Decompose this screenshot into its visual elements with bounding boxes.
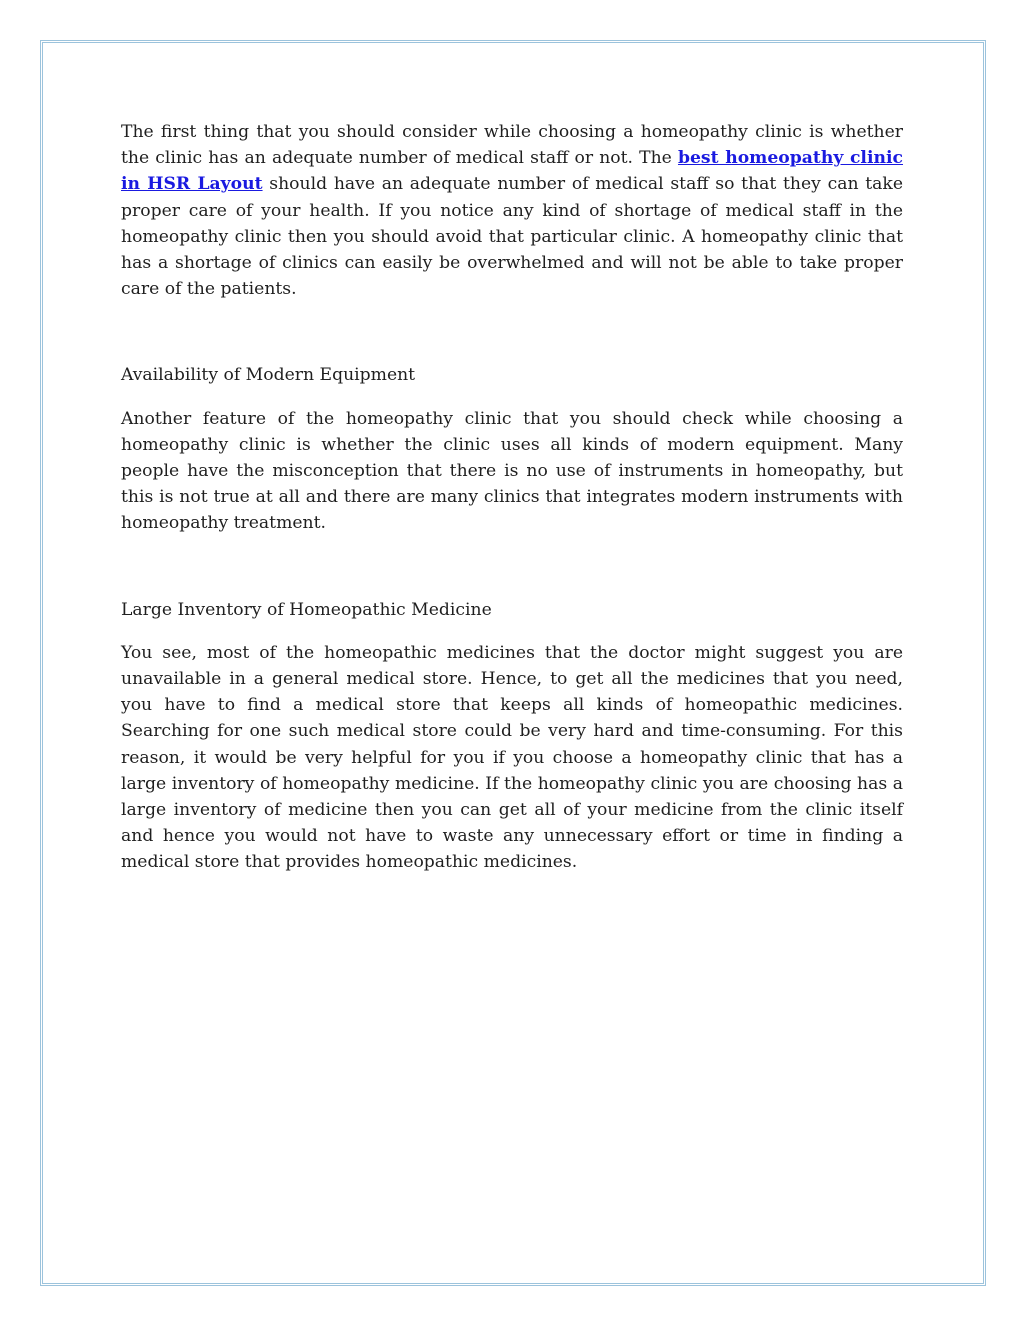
homeopathy-clinic-link[interactable]: best homeopathy clinic in HSR Layout xyxy=(121,148,903,195)
section-heading-inventory: Large Inventory of Homeopathic Medicine xyxy=(121,599,492,620)
section-body-inventory: You see, most of the homeopathic medicines that the doctor might suggest you are unavailable in a general medical store. Hence, to get all the medicines that you need, you have to find a medical store that keeps all kinds of homeopathic medicines. Searching for one such medical store could be very hard and time-consuming. For this reason, it would be very helpful for you if you choose a homeopathy clinic that has a large inventory of homeopathy medicine. If the homeopathy clinic you are choosing has a large inventory of medicine then you can get all of your medicine from the clinic itself and hence you would not have to waste any unnecessary effort or time in finding a medical store that provides homeopathic medicines. xyxy=(121,642,903,873)
intro-paragraph xyxy=(121,119,903,302)
section-heading-equipment: Availability of Modern Equipment xyxy=(121,365,416,386)
intro-text-after-link: should have an adequate number of medical staff so that they can take proper care of your health. If you notice any kind of shortage of medical staff in the homeopathy clinic then you should avoid that particular clinic. A homeopathy clinic that has a shortage of clinics can easily be overwhelmed and will not be able to take proper care of the patients. xyxy=(121,174,903,300)
section-body-equipment: Another feature of the homeopathy clinic that you should check while choosing a homeopathy clinic is whether the clinic uses all kinds of modern equipment. Many people have the misconception that there is no use of instruments in homeopathy, but this is not true at all and there are many clinics that integrates modern instruments with homeopathy treatment. xyxy=(121,408,903,534)
document-content xyxy=(121,119,903,876)
intro-text-before-link: The first thing that you should consider while choosing a homeopathy clinic is whether the clinic has an adequate number of medical staff or not. The xyxy=(121,122,903,169)
